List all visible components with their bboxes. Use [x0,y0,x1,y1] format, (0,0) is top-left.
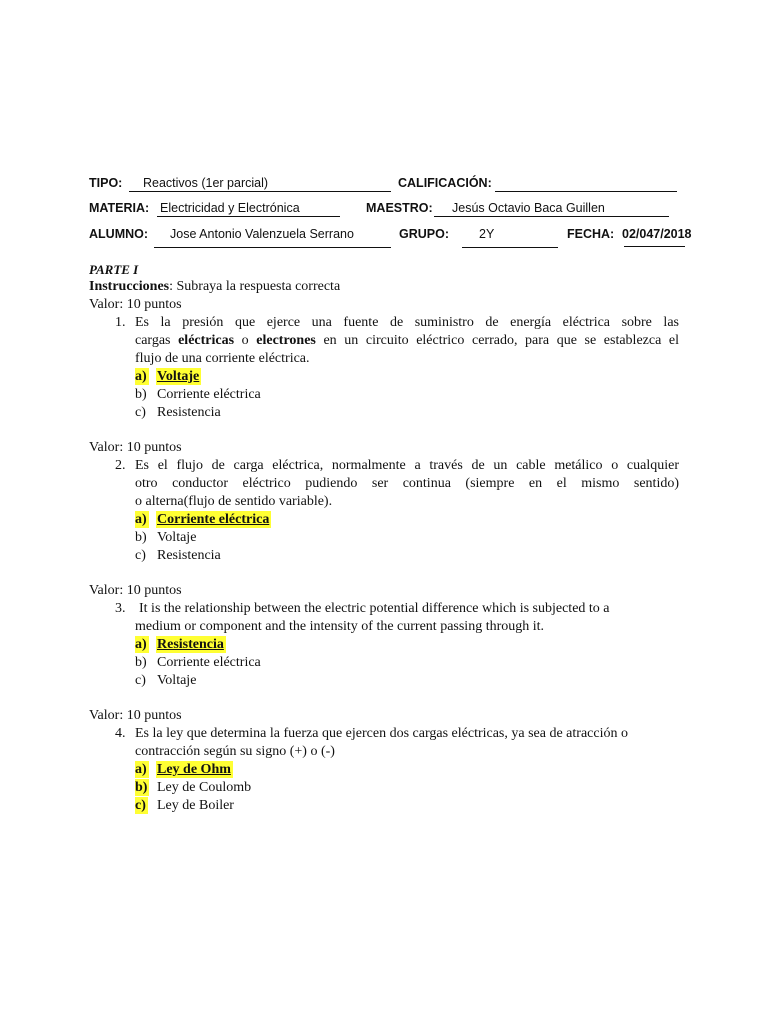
answer-option[interactable]: Voltaje [157,530,197,545]
question-text-line: cargas eléctricas o electrones en un circuito eléctrico cerrado, para que se establezca el [135,333,679,348]
question-text-line: flujo de una corriente eléctrica. [135,351,310,366]
materia-label: MATERIA: [89,201,150,215]
instructions-text: : Subraya la respuesta correcta [169,279,341,294]
option-letter: c) [135,405,146,420]
option-letter: c) [135,548,146,563]
materia-field [157,201,340,217]
question-number: 2. [115,458,126,473]
question-number: 3. [115,601,126,616]
question-value: Valor: 10 puntos [89,583,182,598]
question-value: Valor: 10 puntos [89,440,182,455]
question-text-line: contracción según su signo (+) o (-) [135,744,335,759]
option-letter: a) [135,369,147,384]
answer-option[interactable]: Voltaje [157,673,197,688]
fecha-value: 02/047/2018 [622,227,692,241]
grupo-value: 2Y [479,227,495,241]
question-text-line: Es el flujo de carga eléctrica, normalmente a través de un cable metálico o cualquier [135,458,679,473]
maestro-label: MAESTRO: [366,201,433,215]
question-text-line: Es la ley que determina la fuerza que ejercen dos cargas eléctricas, ya sea de atracción o [135,726,628,741]
option-letter: a) [135,637,147,652]
question-value: Valor: 10 puntos [89,297,182,312]
option-letter: a) [135,512,147,527]
maestro-value: Jesús Octavio Baca Guillen [452,201,605,215]
calificacion-label: CALIFICACIÓN: [398,176,492,190]
question-number: 4. [115,726,126,741]
option-letter: b) [135,780,148,795]
answer-option[interactable]: Resistencia [157,548,221,563]
grupo-label: GRUPO: [399,227,449,241]
section-title: PARTE I [89,262,139,277]
alumno-label: ALUMNO: [89,227,149,241]
option-letter: b) [135,655,147,670]
instructions-label: Instrucciones [89,279,170,294]
alumno-value: Jose Antonio Valenzuela Serrano [170,227,354,241]
answer-option[interactable]: Corriente eléctrica [157,387,261,402]
answer-option[interactable]: Ley de Coulomb [157,780,252,795]
tipo-value: Reactivos (1er parcial) [143,176,269,190]
question-value: Valor: 10 puntos [89,708,182,723]
fecha-label: FECHA: [567,227,615,241]
question-text-line: medium or component and the intensity of the current passing through it. [135,619,545,634]
option-letter: b) [135,387,147,402]
alumno-field [154,227,391,248]
correct-answer-option[interactable]: Voltaje [157,369,200,384]
answer-option[interactable]: Resistencia [157,405,221,420]
fecha-underline [624,246,685,247]
grupo-field [462,227,558,248]
materia-value: Electricidad y Electrónica [160,201,300,215]
correct-answer-option[interactable]: Ley de Ohm [157,762,231,777]
question-text-line: Es la presión que ejerce una fuente de suministro de energía eléctrica sobre las [135,315,679,330]
answer-option[interactable]: Corriente eléctrica [157,655,261,670]
maestro-field [434,201,669,217]
instructions [89,278,340,295]
option-letter: c) [135,673,146,688]
tipo-label: TIPO: [89,176,123,190]
correct-answer-option[interactable]: Resistencia [157,637,224,652]
question-text-line: It is the relationship between the electric potential difference which is subjected to a [139,601,610,616]
question-text-line: o alterna(flujo de sentido variable). [135,494,333,509]
question-text-line: otro conductor eléctrico pudiendo ser continua (siempre en el mismo sentido) [135,476,679,491]
tipo-field [129,176,391,192]
calificacion-field [495,176,677,192]
option-letter: b) [135,530,147,545]
correct-answer-option[interactable]: Corriente eléctrica [157,512,270,527]
option-letter: a) [135,762,147,777]
question-number: 1. [115,315,126,330]
option-letter: c) [135,798,146,813]
answer-option[interactable]: Ley de Boiler [157,798,234,813]
